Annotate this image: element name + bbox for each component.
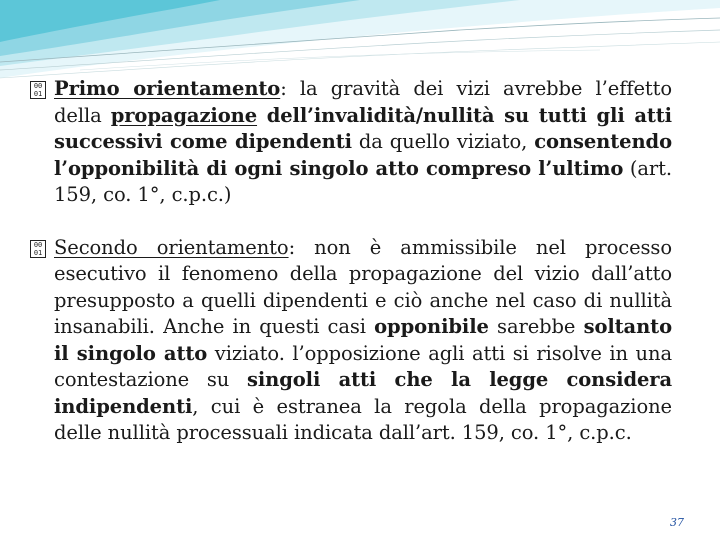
text-segment: singoli atti che la legge considera indipendenti bbox=[54, 368, 672, 418]
bullet-paragraph bbox=[30, 76, 672, 209]
text-segment: viziato. l’opposizione agli atti si risolve in una contestazione su bbox=[54, 341, 673, 391]
bullet-paragraph bbox=[30, 235, 672, 447]
page-number: 37 bbox=[670, 516, 684, 529]
text-segment: dell’invalidità/nullità su tutti gli atti successivi come dipendenti bbox=[54, 103, 672, 153]
text-segment: soltanto il singolo atto bbox=[54, 315, 672, 365]
unknown-glyph-icon: 00 01 bbox=[30, 81, 46, 99]
text-segment: : non è ammissibile nel processo esecutivo il fenomeno della propagazione del vizio dall’atto presupposto a quelli dipendenti e ciò anche nel caso di nullità insanabili. Anche in questi casi bbox=[54, 235, 672, 338]
unknown-glyph-icon: 00 01 bbox=[30, 240, 46, 258]
text-segment: consentendo l’opponibilità di ogni singolo atto compreso l’ultimo bbox=[54, 130, 672, 180]
text-segment: (art. 159, co. 1°, c.p.c.) bbox=[54, 156, 672, 206]
text-segment: , cui è estranea la regola della propagazione delle nullità processuali indicata dall’art. 159, co. 1°, c.p.c. bbox=[54, 394, 672, 444]
slide-content bbox=[30, 76, 672, 447]
text-segment: da quello viziato, bbox=[351, 130, 535, 153]
text-segment: : la gravità dei vizi avrebbe l’effetto della bbox=[54, 77, 673, 127]
text-segment: sarebbe bbox=[488, 315, 584, 338]
text-segment: Secondo orientamento bbox=[54, 235, 289, 259]
text-segment: opponibile bbox=[374, 315, 489, 338]
text-segment: Primo orientamento bbox=[54, 77, 281, 100]
text-segment: propagazione bbox=[110, 103, 258, 127]
